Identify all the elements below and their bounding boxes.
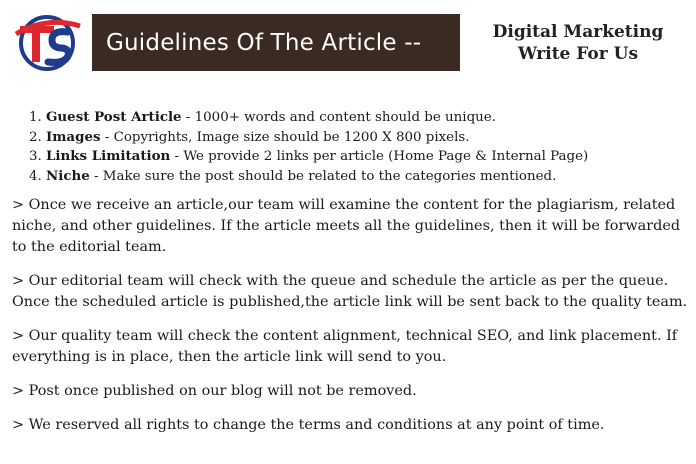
ts-logo-icon bbox=[10, 12, 84, 74]
rule-text: - We provide 2 links per article (Home Page & Internal Page) bbox=[170, 149, 589, 164]
rule-text: - Make sure the post should be related to the categories mentioned. bbox=[89, 168, 557, 184]
tagline-line-1: Digital Marketing bbox=[492, 21, 664, 42]
tagline-line-2: Write For Us bbox=[517, 43, 639, 64]
guidelines-list bbox=[20, 108, 696, 186]
list-item bbox=[46, 128, 696, 148]
rule-text: - 1000+ words and content should be unique. bbox=[181, 110, 496, 125]
rule-term: Guest Post Article bbox=[46, 109, 182, 125]
list-item bbox=[46, 108, 696, 128]
process-paragraphs bbox=[12, 195, 692, 449]
rule-text: - Copyrights, Image size should be 1200 X 800 pixels. bbox=[100, 129, 470, 145]
paragraph-quality: > Our quality team will check the content alignment, technical SEO, and link placement. If everything is in place, then the article link will send to you. bbox=[12, 328, 678, 365]
site-logo[interactable] bbox=[10, 12, 84, 74]
paragraph-rights: > We reserved all rights to change the terms and conditions at any point of time. bbox=[12, 417, 605, 433]
page-title: Guidelines Of The Article -- bbox=[106, 29, 422, 56]
header-tagline bbox=[460, 14, 696, 71]
paragraph-review: > Once we receive an article,our team will examine the content for the plagiarism, related niche, and other guidelines. If the article meets all the guidelines, then it will be forwarded to the editorial team. bbox=[12, 197, 681, 255]
header-banner bbox=[92, 14, 696, 71]
rule-term: Images bbox=[46, 128, 101, 145]
paragraph-removal: > Post once published on our blog will not be removed. bbox=[12, 383, 417, 399]
rule-term: Links Limitation bbox=[46, 148, 171, 164]
paragraph-editorial: > Our editorial team will check with the queue and schedule the article as per the queue. Once the scheduled article is published,the article link will be sent back to the quality team. bbox=[12, 273, 688, 310]
list-item bbox=[46, 167, 696, 187]
list-item bbox=[46, 147, 696, 167]
rule-term: Niche bbox=[46, 167, 90, 184]
